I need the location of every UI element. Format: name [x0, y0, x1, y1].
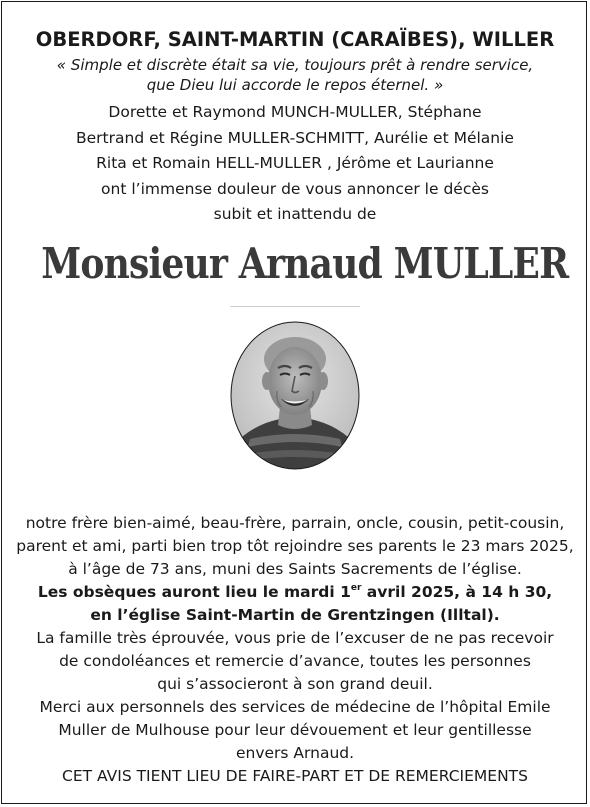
closing-line: Muller de Mulhouse pour leur dévouement et leur gentillesse	[58, 721, 532, 739]
family-line: Dorette et Raymond MUNCH-MULLER, Stéphane	[108, 103, 482, 121]
quote-line: « Simple et discrète était sa vie, toujours prêt à rendre service,	[56, 56, 534, 74]
divider	[230, 306, 360, 307]
closing-line: envers Arnaud.	[235, 744, 355, 762]
family-line: ont l’immense douleur de vous annoncer le décès	[101, 179, 489, 198]
family-line: subit et inattendu de	[213, 205, 377, 223]
funeral-time-text: avril 2025, à 14 h 30,	[361, 583, 553, 601]
body-line: à l’âge de 73 ans, muni des Saints Sacrements de l’église.	[68, 560, 522, 578]
closing-line: CET AVIS TIENT LIEU DE FAIRE-PART ET DE REMERCIEMENTS	[62, 767, 528, 785]
body-line: notre frère bien-aimé, beau-frère, parrain, oncle, cousin, petit-cousin,	[25, 514, 565, 532]
funeral-location-line: en l’église Saint-Martin de Grentzingen (Illtal).	[90, 606, 500, 624]
family-line: Rita et Romain HELL-MULLER , Jérôme et Laurianne	[96, 154, 494, 172]
portrait-photo	[230, 321, 360, 470]
body-line: parent et ami, parti bien trop tôt rejoindre ses parents le 23 mars 2025,	[16, 537, 574, 555]
quote-line: que Dieu lui accorde le repos éternel. »	[146, 76, 444, 94]
funeral-date-line	[0, 581, 590, 604]
closing-line: La famille très éprouvée, vous prie de l’excuser de ne pas recevoir	[36, 629, 554, 647]
places-heading: OBERDORF, SAINT-MARTIN (CARAÏBES), WILLER	[35, 28, 555, 51]
ordinal-suffix: er	[350, 582, 362, 593]
quote	[0, 55, 590, 95]
closing-line: Merci aux personnels des services de médecine de l’hôpital Emile	[39, 698, 551, 716]
closing-line: de condoléances et remercie d’avance, toutes les personnes	[59, 652, 531, 670]
deceased-name: Monsieur Arnaud MULLER	[41, 239, 569, 288]
family-line: Bertrand et Régine MULLER-SCHMITT, Aurélie et Mélanie	[76, 128, 514, 147]
funeral-date-text: Les obsèques auront lieu le mardi 1	[37, 583, 351, 601]
notice-body	[0, 512, 590, 788]
family-announcement	[0, 100, 590, 228]
closing-line: qui s’associeront à son grand deuil.	[157, 675, 433, 693]
